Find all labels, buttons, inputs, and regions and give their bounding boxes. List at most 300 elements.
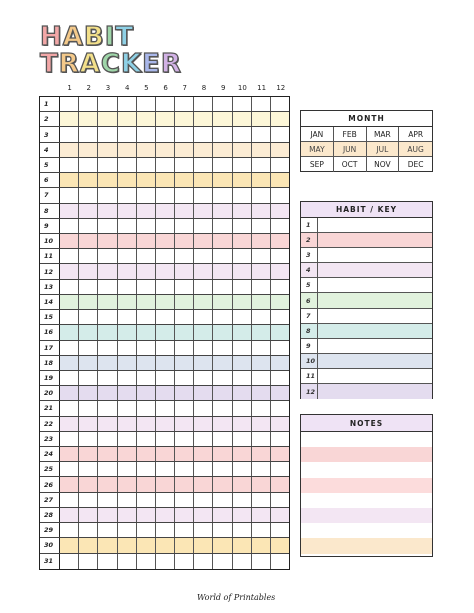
habit-cell[interactable] bbox=[252, 158, 271, 172]
habit-cell[interactable] bbox=[271, 97, 289, 111]
habit-cell[interactable] bbox=[194, 188, 213, 202]
habit-cell[interactable] bbox=[175, 325, 194, 339]
habit-cell[interactable] bbox=[137, 127, 156, 141]
habit-cell[interactable] bbox=[194, 371, 213, 385]
habit-cell[interactable] bbox=[98, 264, 117, 278]
habit-cell[interactable] bbox=[98, 356, 117, 370]
habit-cell[interactable] bbox=[98, 341, 117, 355]
habit-cell[interactable] bbox=[252, 295, 271, 309]
habit-cell[interactable] bbox=[175, 188, 194, 202]
habit-cell[interactable] bbox=[79, 127, 98, 141]
habit-cell[interactable] bbox=[79, 554, 98, 569]
habit-cell[interactable] bbox=[60, 143, 79, 157]
habit-cell[interactable] bbox=[252, 356, 271, 370]
habit-cell[interactable] bbox=[98, 371, 117, 385]
habit-cell[interactable] bbox=[213, 462, 232, 476]
habit-cell[interactable] bbox=[118, 523, 137, 537]
habit-cell[interactable] bbox=[252, 538, 271, 552]
habit-cell[interactable] bbox=[118, 341, 137, 355]
habit-cell[interactable] bbox=[233, 158, 252, 172]
habit-cell[interactable] bbox=[98, 325, 117, 339]
habit-cell[interactable] bbox=[233, 356, 252, 370]
habit-cell[interactable] bbox=[175, 204, 194, 218]
month-cell[interactable]: MAY bbox=[301, 142, 334, 157]
habit-cell[interactable] bbox=[60, 234, 79, 248]
habit-cell[interactable] bbox=[118, 356, 137, 370]
habit-cell[interactable] bbox=[213, 295, 232, 309]
habit-cell[interactable] bbox=[137, 112, 156, 126]
habit-cell[interactable] bbox=[118, 417, 137, 431]
habit-cell[interactable] bbox=[213, 204, 232, 218]
habit-cell[interactable] bbox=[213, 341, 232, 355]
habit-cell[interactable] bbox=[194, 204, 213, 218]
month-cell[interactable]: FEB bbox=[334, 127, 367, 142]
habit-cell[interactable] bbox=[213, 219, 232, 233]
habit-cell[interactable] bbox=[175, 554, 194, 569]
habit-cell[interactable] bbox=[233, 264, 252, 278]
habit-cell[interactable] bbox=[60, 554, 79, 569]
habit-cell[interactable] bbox=[118, 538, 137, 552]
habit-cell[interactable] bbox=[175, 310, 194, 324]
habit-key-row[interactable] bbox=[301, 369, 432, 384]
habit-cell[interactable] bbox=[194, 158, 213, 172]
habit-cell[interactable] bbox=[98, 447, 117, 461]
habit-cell[interactable] bbox=[252, 280, 271, 294]
habit-cell[interactable] bbox=[118, 295, 137, 309]
habit-cell[interactable] bbox=[156, 508, 175, 522]
habit-cell[interactable] bbox=[137, 264, 156, 278]
habit-cell[interactable] bbox=[98, 401, 117, 415]
habit-cell[interactable] bbox=[233, 204, 252, 218]
habit-cell[interactable] bbox=[194, 401, 213, 415]
habit-cell[interactable] bbox=[213, 417, 232, 431]
month-cell[interactable]: APR bbox=[399, 127, 432, 142]
habit-cell[interactable] bbox=[79, 173, 98, 187]
month-cell[interactable]: AUG bbox=[399, 142, 432, 157]
habit-cell[interactable] bbox=[156, 341, 175, 355]
habit-cell[interactable] bbox=[60, 493, 79, 507]
habit-cell[interactable] bbox=[175, 280, 194, 294]
habit-cell[interactable] bbox=[175, 112, 194, 126]
month-cell[interactable]: DEC bbox=[407, 160, 424, 169]
habit-cell[interactable] bbox=[233, 538, 252, 552]
habit-cell[interactable] bbox=[118, 249, 137, 263]
habit-cell[interactable] bbox=[118, 264, 137, 278]
habit-cell[interactable] bbox=[252, 493, 271, 507]
habit-cell[interactable] bbox=[60, 432, 79, 446]
habit-cell[interactable] bbox=[118, 493, 137, 507]
habit-cell[interactable] bbox=[98, 295, 117, 309]
habit-cell[interactable] bbox=[233, 219, 252, 233]
habit-key-row[interactable] bbox=[301, 248, 432, 263]
habit-cell[interactable] bbox=[233, 310, 252, 324]
habit-cell[interactable] bbox=[233, 401, 252, 415]
habit-cell[interactable] bbox=[156, 432, 175, 446]
habit-cell[interactable] bbox=[137, 219, 156, 233]
habit-cell[interactable] bbox=[233, 432, 252, 446]
habit-cell[interactable] bbox=[60, 264, 79, 278]
habit-cell[interactable] bbox=[194, 508, 213, 522]
habit-cell[interactable] bbox=[175, 249, 194, 263]
habit-cell[interactable] bbox=[233, 143, 252, 157]
habit-key-field[interactable] bbox=[318, 354, 432, 368]
habit-cell[interactable] bbox=[233, 341, 252, 355]
habit-cell[interactable] bbox=[79, 249, 98, 263]
habit-cell[interactable] bbox=[271, 432, 289, 446]
habit-cell[interactable] bbox=[137, 356, 156, 370]
habit-cell[interactable] bbox=[194, 264, 213, 278]
habit-cell[interactable] bbox=[194, 341, 213, 355]
habit-cell[interactable] bbox=[118, 325, 137, 339]
habit-cell[interactable] bbox=[213, 554, 232, 569]
habit-cell[interactable] bbox=[252, 508, 271, 522]
habit-cell[interactable] bbox=[137, 280, 156, 294]
habit-cell[interactable] bbox=[98, 523, 117, 537]
habit-cell[interactable] bbox=[175, 371, 194, 385]
habit-cell[interactable] bbox=[118, 158, 137, 172]
habit-cell[interactable] bbox=[194, 173, 213, 187]
habit-cell[interactable] bbox=[137, 417, 156, 431]
habit-cell[interactable] bbox=[156, 310, 175, 324]
habit-cell[interactable] bbox=[118, 310, 137, 324]
habit-cell[interactable] bbox=[252, 447, 271, 461]
habit-cell[interactable] bbox=[252, 204, 271, 218]
habit-cell[interactable] bbox=[252, 112, 271, 126]
habit-cell[interactable] bbox=[156, 97, 175, 111]
habit-cell[interactable] bbox=[175, 97, 194, 111]
habit-cell[interactable] bbox=[233, 127, 252, 141]
habit-cell[interactable] bbox=[252, 97, 271, 111]
habit-cell[interactable] bbox=[175, 234, 194, 248]
habit-cell[interactable] bbox=[79, 97, 98, 111]
habit-cell[interactable] bbox=[252, 477, 271, 491]
habit-cell[interactable] bbox=[118, 234, 137, 248]
habit-cell[interactable] bbox=[60, 386, 79, 400]
habit-cell[interactable] bbox=[98, 188, 117, 202]
habit-cell[interactable] bbox=[175, 508, 194, 522]
habit-cell[interactable] bbox=[137, 158, 156, 172]
habit-cell[interactable] bbox=[271, 417, 289, 431]
habit-cell[interactable] bbox=[194, 356, 213, 370]
habit-cell[interactable] bbox=[194, 97, 213, 111]
habit-cell[interactable] bbox=[194, 325, 213, 339]
habit-cell[interactable] bbox=[271, 523, 289, 537]
habit-cell[interactable] bbox=[213, 158, 232, 172]
habit-cell[interactable] bbox=[60, 371, 79, 385]
habit-cell[interactable] bbox=[213, 477, 232, 491]
note-line[interactable] bbox=[301, 462, 432, 477]
habit-cell[interactable] bbox=[194, 219, 213, 233]
habit-cell[interactable] bbox=[252, 173, 271, 187]
habit-cell[interactable] bbox=[118, 112, 137, 126]
habit-cell[interactable] bbox=[137, 477, 156, 491]
habit-cell[interactable] bbox=[233, 508, 252, 522]
habit-cell[interactable] bbox=[194, 234, 213, 248]
habit-cell[interactable] bbox=[156, 295, 175, 309]
habit-key-row[interactable] bbox=[301, 339, 432, 354]
habit-cell[interactable] bbox=[252, 341, 271, 355]
habit-cell[interactable] bbox=[233, 554, 252, 569]
habit-cell[interactable] bbox=[156, 143, 175, 157]
habit-cell[interactable] bbox=[118, 554, 137, 569]
habit-cell[interactable] bbox=[60, 477, 79, 491]
habit-cell[interactable] bbox=[213, 538, 232, 552]
habit-cell[interactable] bbox=[194, 554, 213, 569]
habit-cell[interactable] bbox=[213, 173, 232, 187]
habit-cell[interactable] bbox=[79, 371, 98, 385]
habit-cell[interactable] bbox=[79, 310, 98, 324]
habit-cell[interactable] bbox=[98, 493, 117, 507]
note-line[interactable] bbox=[301, 508, 432, 523]
habit-cell[interactable] bbox=[156, 401, 175, 415]
habit-cell[interactable] bbox=[233, 112, 252, 126]
habit-cell[interactable] bbox=[271, 234, 289, 248]
habit-cell[interactable] bbox=[194, 112, 213, 126]
habit-cell[interactable] bbox=[194, 249, 213, 263]
habit-cell[interactable] bbox=[194, 295, 213, 309]
habit-cell[interactable] bbox=[252, 264, 271, 278]
habit-cell[interactable] bbox=[118, 462, 137, 476]
habit-key-field[interactable] bbox=[318, 339, 432, 353]
habit-cell[interactable] bbox=[98, 97, 117, 111]
habit-cell[interactable] bbox=[194, 523, 213, 537]
habit-cell[interactable] bbox=[194, 538, 213, 552]
habit-cell[interactable] bbox=[98, 249, 117, 263]
habit-cell[interactable] bbox=[194, 127, 213, 141]
habit-cell[interactable] bbox=[271, 127, 289, 141]
habit-cell[interactable] bbox=[79, 417, 98, 431]
habit-cell[interactable] bbox=[213, 97, 232, 111]
habit-cell[interactable] bbox=[213, 234, 232, 248]
habit-cell[interactable] bbox=[118, 188, 137, 202]
habit-cell[interactable] bbox=[271, 158, 289, 172]
habit-cell[interactable] bbox=[233, 325, 252, 339]
habit-cell[interactable] bbox=[271, 143, 289, 157]
habit-cell[interactable] bbox=[252, 401, 271, 415]
habit-cell[interactable] bbox=[79, 188, 98, 202]
habit-cell[interactable] bbox=[156, 173, 175, 187]
note-line[interactable] bbox=[301, 432, 432, 447]
habit-cell[interactable] bbox=[175, 127, 194, 141]
habit-cell[interactable] bbox=[137, 310, 156, 324]
habit-cell[interactable] bbox=[98, 538, 117, 552]
habit-cell[interactable] bbox=[233, 462, 252, 476]
habit-cell[interactable] bbox=[233, 234, 252, 248]
habit-cell[interactable] bbox=[271, 188, 289, 202]
habit-cell[interactable] bbox=[271, 249, 289, 263]
habit-cell[interactable] bbox=[156, 127, 175, 141]
habit-cell[interactable] bbox=[252, 325, 271, 339]
habit-cell[interactable] bbox=[233, 447, 252, 461]
habit-cell[interactable] bbox=[98, 173, 117, 187]
habit-cell[interactable] bbox=[233, 417, 252, 431]
habit-cell[interactable] bbox=[252, 417, 271, 431]
note-line[interactable] bbox=[301, 478, 432, 493]
habit-cell[interactable] bbox=[60, 188, 79, 202]
month-cell[interactable]: JAN bbox=[301, 127, 334, 142]
habit-cell[interactable] bbox=[156, 219, 175, 233]
habit-cell[interactable] bbox=[194, 143, 213, 157]
habit-cell[interactable] bbox=[252, 219, 271, 233]
habit-cell[interactable] bbox=[118, 477, 137, 491]
habit-cell[interactable] bbox=[271, 447, 289, 461]
habit-cell[interactable] bbox=[79, 234, 98, 248]
habit-cell[interactable] bbox=[252, 523, 271, 537]
habit-cell[interactable] bbox=[271, 173, 289, 187]
habit-cell[interactable] bbox=[233, 173, 252, 187]
habit-cell[interactable] bbox=[194, 280, 213, 294]
habit-cell[interactable] bbox=[118, 447, 137, 461]
habit-cell[interactable] bbox=[213, 432, 232, 446]
habit-cell[interactable] bbox=[175, 432, 194, 446]
habit-cell[interactable] bbox=[252, 462, 271, 476]
habit-cell[interactable] bbox=[98, 432, 117, 446]
habit-key-row[interactable] bbox=[301, 309, 432, 324]
habit-cell[interactable] bbox=[156, 538, 175, 552]
habit-cell[interactable] bbox=[98, 112, 117, 126]
habit-cell[interactable] bbox=[137, 295, 156, 309]
habit-cell[interactable] bbox=[271, 508, 289, 522]
habit-cell[interactable] bbox=[60, 356, 79, 370]
habit-cell[interactable] bbox=[252, 249, 271, 263]
habit-cell[interactable] bbox=[137, 432, 156, 446]
habit-cell[interactable] bbox=[98, 280, 117, 294]
habit-cell[interactable] bbox=[233, 188, 252, 202]
habit-cell[interactable] bbox=[213, 310, 232, 324]
habit-cell[interactable] bbox=[233, 477, 252, 491]
note-line[interactable] bbox=[301, 493, 432, 508]
habit-cell[interactable] bbox=[118, 280, 137, 294]
habit-cell[interactable] bbox=[137, 341, 156, 355]
habit-cell[interactable] bbox=[98, 554, 117, 569]
habit-key-row[interactable] bbox=[301, 354, 432, 369]
habit-cell[interactable] bbox=[137, 97, 156, 111]
habit-cell[interactable] bbox=[213, 493, 232, 507]
month-cell[interactable]: SEP bbox=[301, 157, 334, 172]
habit-cell[interactable] bbox=[98, 310, 117, 324]
habit-cell[interactable] bbox=[175, 493, 194, 507]
habit-cell[interactable] bbox=[156, 325, 175, 339]
habit-cell[interactable] bbox=[271, 386, 289, 400]
habit-key-field[interactable] bbox=[318, 369, 432, 383]
habit-cell[interactable] bbox=[79, 356, 98, 370]
habit-cell[interactable] bbox=[79, 264, 98, 278]
habit-cell[interactable] bbox=[213, 264, 232, 278]
habit-cell[interactable] bbox=[213, 127, 232, 141]
habit-key-row[interactable] bbox=[301, 324, 432, 339]
habit-cell[interactable] bbox=[271, 341, 289, 355]
habit-cell[interactable] bbox=[137, 188, 156, 202]
habit-cell[interactable] bbox=[60, 295, 79, 309]
habit-cell[interactable] bbox=[252, 432, 271, 446]
month-cell[interactable]: JUN bbox=[334, 142, 367, 157]
habit-cell[interactable] bbox=[60, 401, 79, 415]
habit-cell[interactable] bbox=[175, 477, 194, 491]
habit-cell[interactable] bbox=[60, 158, 79, 172]
habit-cell[interactable] bbox=[252, 234, 271, 248]
habit-cell[interactable] bbox=[79, 158, 98, 172]
habit-cell[interactable] bbox=[213, 523, 232, 537]
note-line[interactable] bbox=[301, 523, 432, 538]
habit-cell[interactable] bbox=[271, 295, 289, 309]
habit-cell[interactable] bbox=[118, 386, 137, 400]
habit-cell[interactable] bbox=[98, 462, 117, 476]
habit-cell[interactable] bbox=[118, 143, 137, 157]
habit-cell[interactable] bbox=[271, 112, 289, 126]
habit-cell[interactable] bbox=[175, 462, 194, 476]
habit-cell[interactable] bbox=[271, 264, 289, 278]
habit-cell[interactable] bbox=[271, 493, 289, 507]
habit-cell[interactable] bbox=[213, 356, 232, 370]
habit-key-row[interactable] bbox=[301, 278, 432, 293]
habit-key-row[interactable] bbox=[301, 384, 432, 399]
habit-cell[interactable] bbox=[60, 447, 79, 461]
habit-cell[interactable] bbox=[156, 417, 175, 431]
habit-cell[interactable] bbox=[79, 143, 98, 157]
habit-cell[interactable] bbox=[118, 204, 137, 218]
habit-key-field[interactable] bbox=[318, 233, 432, 247]
habit-cell[interactable] bbox=[60, 462, 79, 476]
habit-cell[interactable] bbox=[79, 432, 98, 446]
habit-cell[interactable] bbox=[137, 523, 156, 537]
habit-cell[interactable] bbox=[175, 219, 194, 233]
habit-cell[interactable] bbox=[156, 356, 175, 370]
habit-cell[interactable] bbox=[252, 188, 271, 202]
habit-cell[interactable] bbox=[137, 143, 156, 157]
habit-cell[interactable] bbox=[271, 204, 289, 218]
habit-cell[interactable] bbox=[79, 508, 98, 522]
habit-cell[interactable] bbox=[194, 417, 213, 431]
habit-cell[interactable] bbox=[137, 249, 156, 263]
habit-cell[interactable] bbox=[252, 386, 271, 400]
note-line[interactable] bbox=[301, 447, 432, 462]
habit-cell[interactable] bbox=[118, 97, 137, 111]
habit-key-field[interactable] bbox=[318, 293, 432, 307]
habit-cell[interactable] bbox=[60, 325, 79, 339]
habit-cell[interactable] bbox=[156, 386, 175, 400]
habit-cell[interactable] bbox=[118, 127, 137, 141]
month-cell[interactable]: MAR bbox=[367, 127, 400, 142]
habit-cell[interactable] bbox=[213, 280, 232, 294]
habit-cell[interactable] bbox=[194, 310, 213, 324]
habit-cell[interactable] bbox=[118, 432, 137, 446]
habit-cell[interactable] bbox=[175, 523, 194, 537]
habit-cell[interactable] bbox=[79, 401, 98, 415]
habit-cell[interactable] bbox=[194, 447, 213, 461]
habit-cell[interactable] bbox=[175, 173, 194, 187]
habit-cell[interactable] bbox=[271, 371, 289, 385]
habit-cell[interactable] bbox=[213, 401, 232, 415]
habit-cell[interactable] bbox=[79, 204, 98, 218]
habit-cell[interactable] bbox=[156, 188, 175, 202]
habit-cell[interactable] bbox=[98, 219, 117, 233]
month-cell[interactable]: JUL bbox=[367, 142, 400, 157]
habit-cell[interactable] bbox=[60, 127, 79, 141]
habit-key-row[interactable] bbox=[301, 293, 432, 308]
habit-cell[interactable] bbox=[213, 249, 232, 263]
habit-cell[interactable] bbox=[271, 477, 289, 491]
habit-cell[interactable] bbox=[60, 204, 79, 218]
habit-cell[interactable] bbox=[271, 356, 289, 370]
habit-key-field[interactable] bbox=[318, 278, 432, 292]
habit-cell[interactable] bbox=[233, 249, 252, 263]
habit-cell[interactable] bbox=[194, 386, 213, 400]
habit-cell[interactable] bbox=[98, 234, 117, 248]
habit-cell[interactable] bbox=[118, 219, 137, 233]
habit-cell[interactable] bbox=[60, 173, 79, 187]
habit-cell[interactable] bbox=[79, 523, 98, 537]
habit-cell[interactable] bbox=[79, 280, 98, 294]
